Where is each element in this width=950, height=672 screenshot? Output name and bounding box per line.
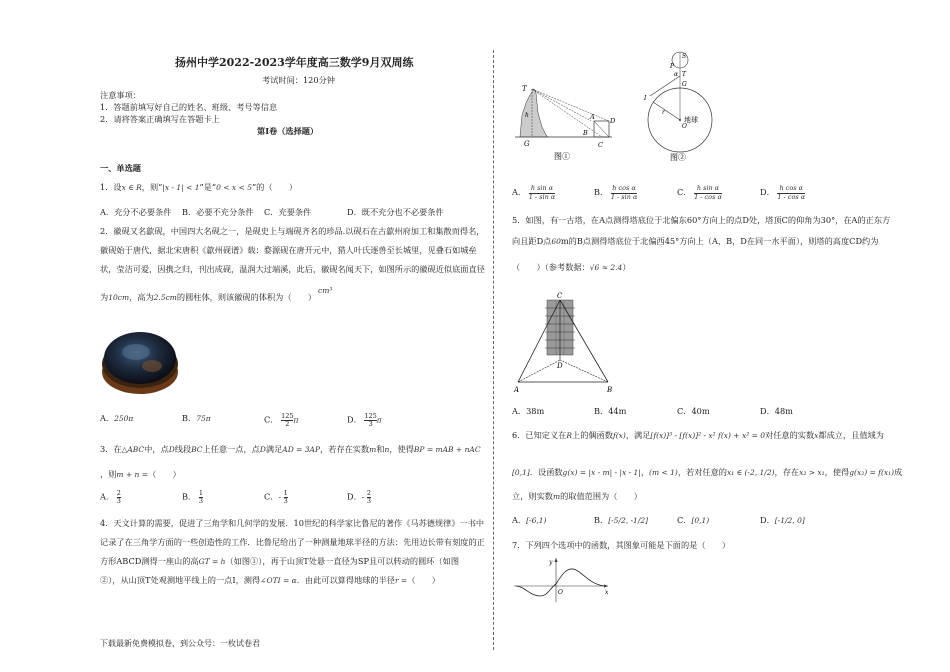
label-r: r bbox=[662, 109, 665, 116]
label-C: C bbox=[598, 141, 603, 149]
notice-title: 注意事项： bbox=[100, 90, 141, 100]
tower-label-A: A bbox=[514, 386, 520, 394]
label-G2: G bbox=[682, 81, 687, 88]
q4-option-d: D． $\frac{\text{h cos α}}{\text{1 - cos α}}$ bbox=[760, 184, 806, 201]
tower-label-B: B bbox=[607, 386, 613, 394]
q4-line-1: 4．天文计算的需要，促进了三角学和几何学的发展．10世纪的科学家比鲁尼的著作《马苏德规律》一书中 bbox=[100, 518, 485, 528]
label-A: A bbox=[590, 113, 595, 121]
q2-line-4: 为10cm，高为2.5cm的圆柱体，则该徽砚的体积为（ ） bbox=[100, 292, 317, 302]
notice-2: 2．请将答案正确填写在答题卡上 bbox=[100, 114, 220, 124]
label-alpha: α bbox=[674, 71, 679, 78]
q4-option-c: C． $\frac{\text{h sin α}}{\text{1 - cos α}}$ bbox=[677, 184, 722, 201]
exam-title: 扬州中学2022-2023学年度高三数学9月双周练 bbox=[175, 56, 414, 69]
q4-line-3: 方形ABCD测得一座山的高GT = h（如图①），再于山顶T处悬一直径为SP且可以转动的圆环（如图 bbox=[100, 556, 460, 566]
q3-line-2: ，则m + n =（ ） bbox=[100, 469, 181, 479]
q1-option-d: D．既不充分也不必要条件 bbox=[347, 207, 444, 217]
q6-option-b: B．[-5/2, -1/2] bbox=[594, 515, 649, 525]
q5-option-c: C．40m bbox=[677, 406, 710, 416]
label-earth: 地球 bbox=[684, 116, 698, 124]
q2-option-b: B．75π bbox=[182, 413, 211, 423]
q2-line-3: 状，莹洁可爱，因携之归，刊出成砚，温润大过端溪，此后，徽砚名闻天下，如图所示的徽砚近似底面直径 bbox=[100, 264, 485, 274]
inkstone-image bbox=[100, 320, 180, 400]
q5-option-b: B．44m bbox=[594, 406, 627, 416]
q2-line-2: 徽砚始于唐代，据北宋唐积《歙州砚谱》载：婺源砚在唐开元中，猎人叶氏逐兽至长城里，见叠石如城垒 bbox=[100, 245, 477, 255]
label-h: h bbox=[525, 112, 529, 119]
label-D: D bbox=[610, 117, 616, 125]
q2-unit: cm³ bbox=[318, 286, 333, 295]
label-B: B bbox=[583, 129, 588, 137]
q5-line-3: （ ）（参考数据：√6 ≈ 2.4） bbox=[512, 262, 631, 272]
q4-line-4: ②），从山顶T处观测地平线上的一点I，测得∠OTI = α．由此可以算得地球的半径r =（ ） bbox=[100, 575, 440, 585]
label-I: I bbox=[644, 95, 647, 102]
label-G: G bbox=[524, 140, 530, 148]
q4-option-a: A． $\frac{\text{h sin α}}{\text{1 - sin α}}$ bbox=[512, 184, 556, 201]
footer-note: 下载最新免费模拟卷，到公众号：一枚试卷君 bbox=[100, 639, 260, 648]
q2-option-d: D． $\frac{125}{3}$ π bbox=[347, 412, 382, 428]
q1-option-c: C．充要条件 bbox=[264, 207, 312, 217]
q6-option-a: A．[-6,1) bbox=[512, 515, 547, 525]
q7-axis-y: y bbox=[549, 559, 553, 566]
q1-option-b: B．必要不充分条件 bbox=[182, 207, 254, 217]
label-T2: T bbox=[682, 71, 687, 78]
section-title: 一、单选题 bbox=[100, 163, 141, 173]
tower-label-C: C bbox=[557, 292, 563, 300]
q1-option-a: A．充分不必要条件 bbox=[100, 207, 172, 217]
label-T: T bbox=[522, 85, 527, 93]
figure-2 bbox=[640, 50, 740, 165]
q7-origin: O bbox=[558, 589, 563, 596]
label-O: O bbox=[682, 123, 687, 130]
label-S: S bbox=[682, 53, 687, 60]
q6-option-d: D．[-1/2, 0] bbox=[760, 515, 805, 525]
q1-stem: 1．设x ∈ R，则“|x - 1| < 1”是“0 < x < 5”的（ ） bbox=[100, 182, 298, 192]
q4-line-2: 记录了在三角学方面的一些创造性的工作．比鲁尼给出了一种测量地球半径的方法：先用边长带有刻度的正 bbox=[100, 537, 485, 547]
q4-option-b: B． $\frac{\text{h cos α}}{\text{1 - sin α}}$ bbox=[594, 184, 638, 201]
q6-line-2: [0,1]．设函数g(x) = |x - m| - |x - 1|，(m < 1)，若对任意的x₁ ∈ (-2, 1/2)，存在x₂ > x₁，使得g(x₂) = f(x₁)成 bbox=[512, 467, 903, 477]
q3-option-b: B． $\frac{1}{3}$ bbox=[182, 489, 203, 505]
figure-1-caption: 图① bbox=[554, 152, 570, 161]
exam-time: 考试时间：120分钟 bbox=[262, 75, 335, 85]
tower-figure bbox=[512, 290, 622, 400]
q3-line-1: 3．在△ABC中，点D线段BC上任意一点，点D满足AD = 3AP，若存在实数m和n，使得BP = mAB + nAC bbox=[100, 444, 481, 454]
q5-line-2: 向且距D点60m的B点测得塔底位于北偏西45°方向上（A，B，D在同一水平面），则塔的高度CD约为 bbox=[512, 236, 879, 246]
q2-option-a: A．250π bbox=[100, 413, 134, 423]
part-title: 第I卷（选择题） bbox=[257, 126, 319, 136]
q2-line-1: 2．徽砚又名歙砚，中国四大名砚之一，是砚史上与端砚齐名的珍品.以砚石在古歙州府加工和集散而得名， bbox=[100, 226, 485, 236]
q7-axis-x: x bbox=[605, 589, 609, 596]
figure-1 bbox=[512, 55, 632, 165]
q3-option-d: D．- $\frac{2}{3}$ bbox=[347, 489, 372, 505]
q6-line-1: 6．已知定义在R上的偶函数f(x)，满足[f(x)]³ - [f(x)]² - x² f(x) + x² = 0对任意的实数x都成立，且值域为 bbox=[512, 430, 884, 440]
tower-label-D: D bbox=[557, 362, 563, 370]
q7-line-1: 7．下列四个选项中的函数，其图象可能是下面的是（ ） bbox=[512, 540, 731, 550]
q3-option-a: A． $\frac{2}{3}$ bbox=[100, 489, 121, 505]
q2-option-c: C． $\frac{125}{2}$ π bbox=[264, 412, 299, 428]
q6-option-c: C．[0,1) bbox=[677, 515, 710, 525]
label-P: P bbox=[670, 63, 675, 70]
q5-option-d: D．48m bbox=[760, 406, 793, 416]
figure-2-caption: 图② bbox=[670, 153, 686, 162]
q5-option-a: A．38m bbox=[512, 406, 545, 416]
notice-1: 1．答题前填写好自己的姓名、班级、考号等信息 bbox=[100, 102, 278, 112]
column-divider bbox=[493, 50, 494, 650]
q7-graph bbox=[512, 556, 612, 606]
q6-line-3: 立，则实数m的取值范围为（ ） bbox=[512, 491, 642, 501]
q5-line-1: 5．如图，有一古塔，在A点测得塔底位于北偏东60°方向上的点D处，塔顶C的仰角为30°，在A的正东方 bbox=[512, 215, 891, 225]
q3-option-c: C．- $\frac{1}{3}$ bbox=[264, 489, 288, 505]
